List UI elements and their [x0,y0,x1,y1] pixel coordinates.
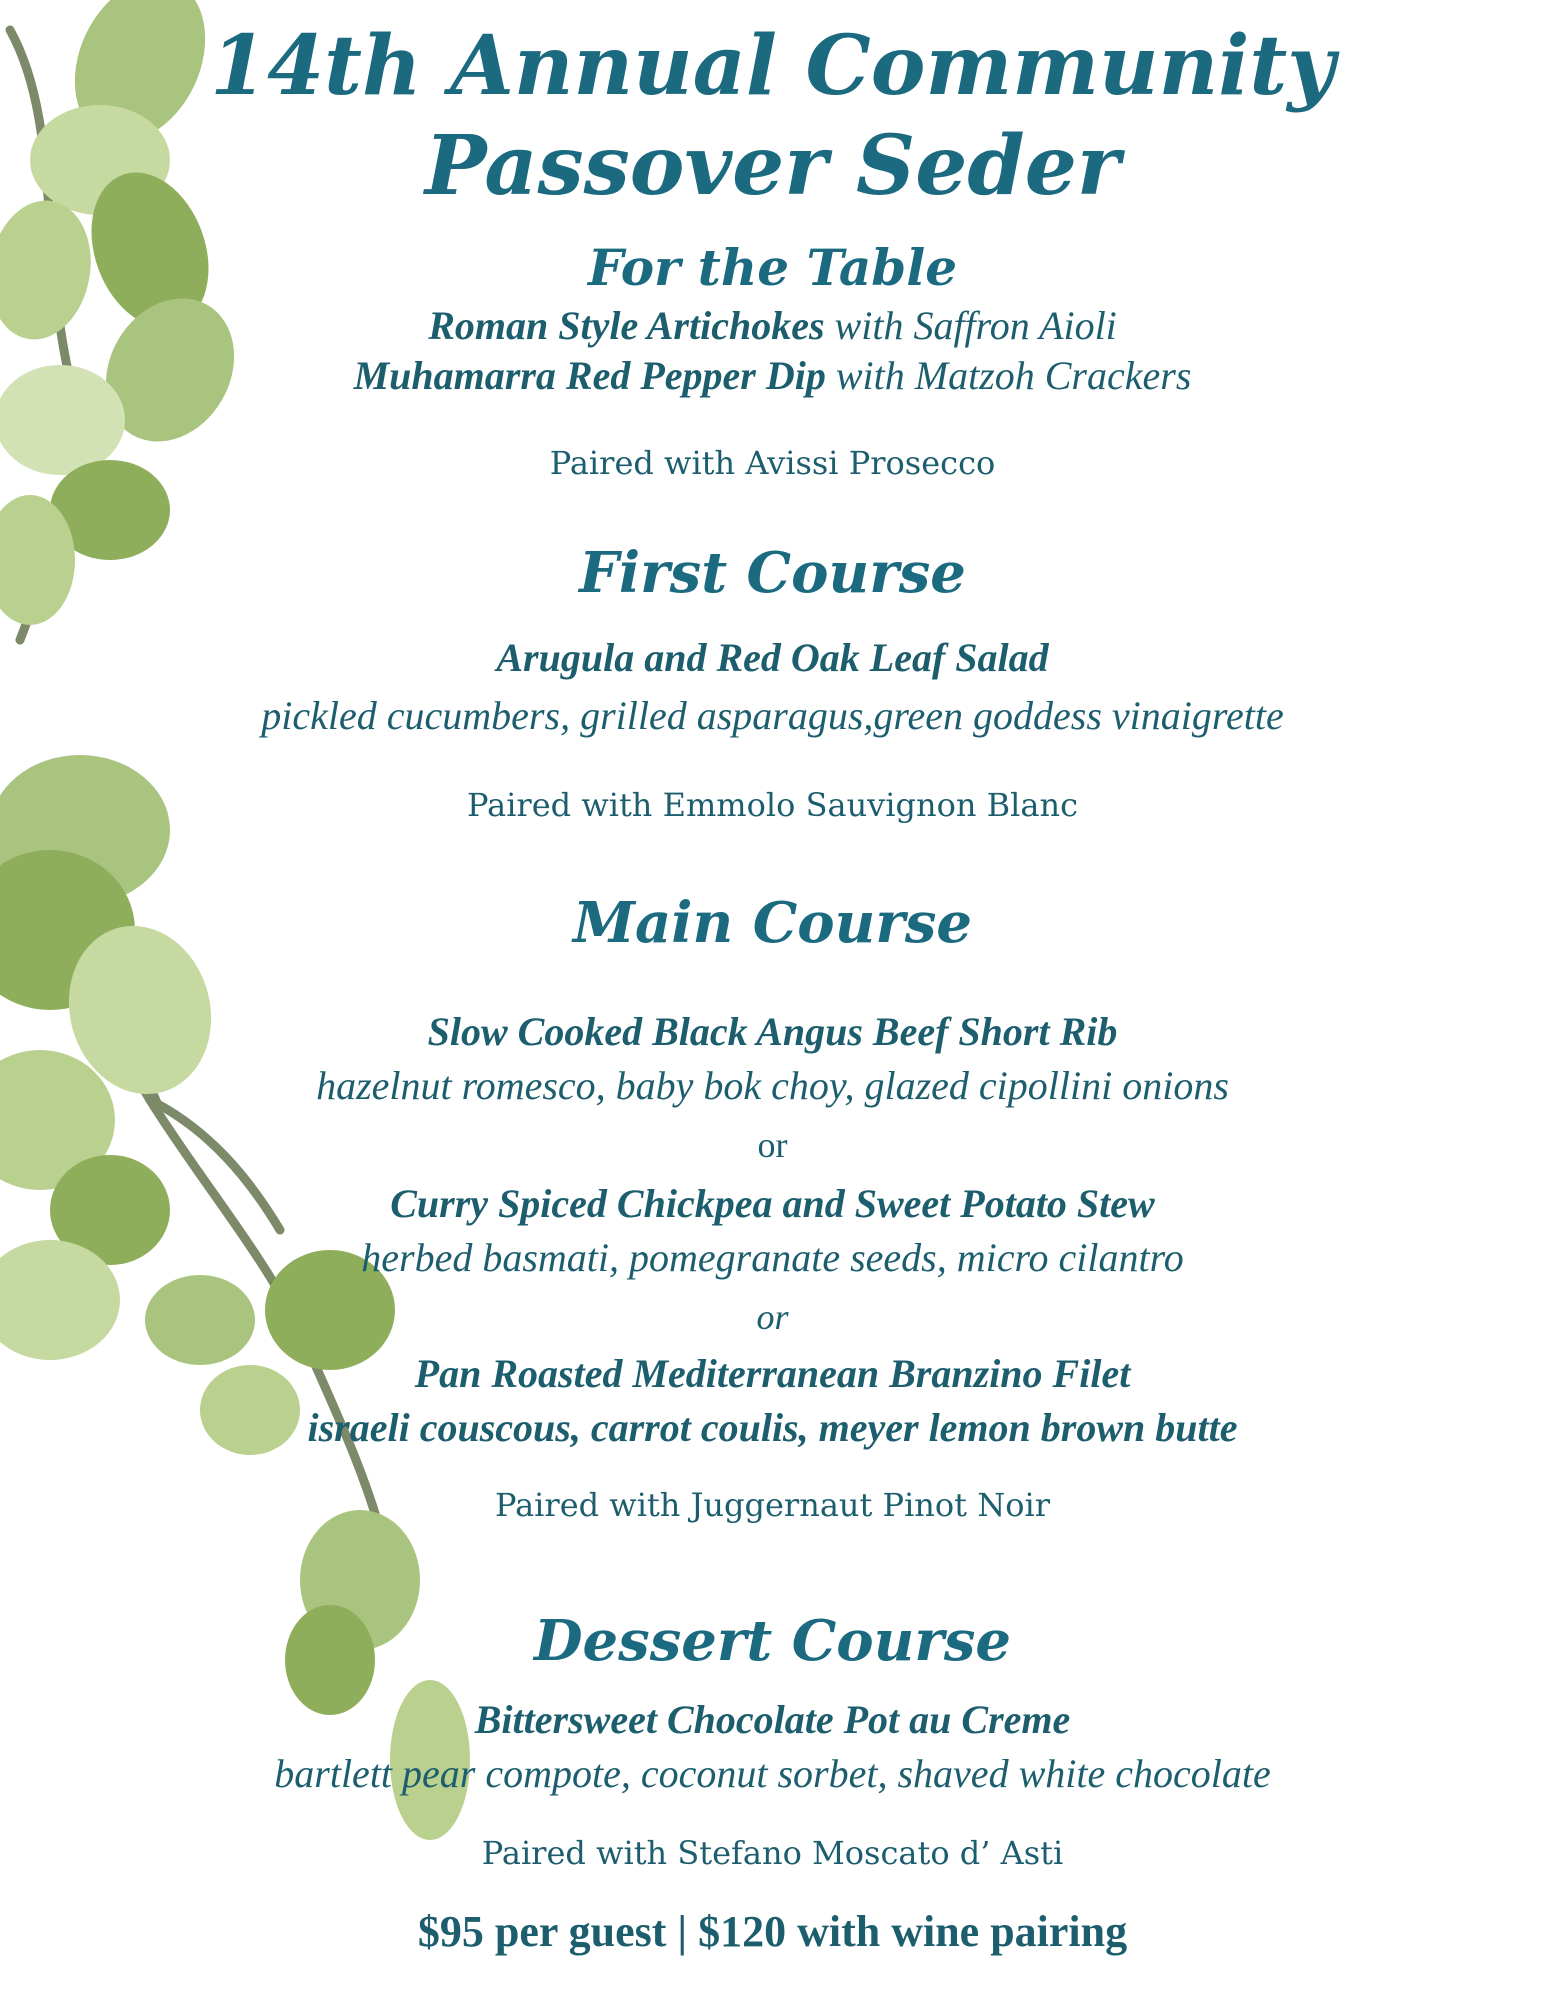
or-separator: or [757,1125,788,1165]
menu-title-line1: 14th Annual Community [210,18,1335,114]
dish-description: hazelnut romesco, baby bok choy, glazed cipollini onions [316,1063,1229,1108]
dish-description: herbed basmati, pomegranate seeds, micro cilantro [361,1235,1184,1280]
wine-pairing: Paired with Emmolo Sauvignon Blanc [467,786,1078,824]
dish-accompaniment: with Saffron Aioli [834,303,1117,348]
menu-item-2 [0,352,1545,399]
dish-accompaniment: with Matzoh Crackers [835,353,1192,398]
dish-name: Muhamarra Red Pepper Dip [353,353,826,398]
menu-title-line2: Passover Seder [424,118,1121,214]
dish-description: bartlett pear compote, coconut sorbet, shaved white chocolate [274,1751,1271,1796]
section-heading-dessert-course: Dessert Course [533,1608,1012,1674]
section-heading-for-the-table: For the Table [587,238,958,297]
section-heading-first-course: First Course [579,540,966,606]
dish-name: Roman Style Artichokes [428,303,825,348]
dish-name: Arugula and Red Oak Leaf Salad [496,635,1049,680]
dish-description: israeli couscous, carrot coulis, meyer lemon brown butte [307,1405,1238,1450]
wine-pairing: Paired with Juggernaut Pinot Noir [495,1486,1050,1524]
section-heading-main-course: Main Course [572,890,973,956]
dish-name: Curry Spiced Chickpea and Sweet Potato Stew [390,1181,1155,1226]
wine-pairing: Paired with Stefano Moscato d’ Asti [481,1834,1064,1872]
or-separator: or [756,1297,789,1337]
wine-pairing: Paired with Avissi Prosecco [549,444,996,482]
dish-name: Pan Roasted Mediterranean Branzino Filet [414,1351,1131,1396]
dish-description: pickled cucumbers, grilled asparagus,green goddess vinaigrette [261,693,1284,738]
menu-item-1 [0,302,1545,349]
dish-name: Bittersweet Chocolate Pot au Creme [474,1697,1071,1742]
dish-name: Slow Cooked Black Angus Beef Short Rib [427,1009,1118,1054]
price-line: $95 per guest | $120 with wine pairing [417,1907,1128,1956]
